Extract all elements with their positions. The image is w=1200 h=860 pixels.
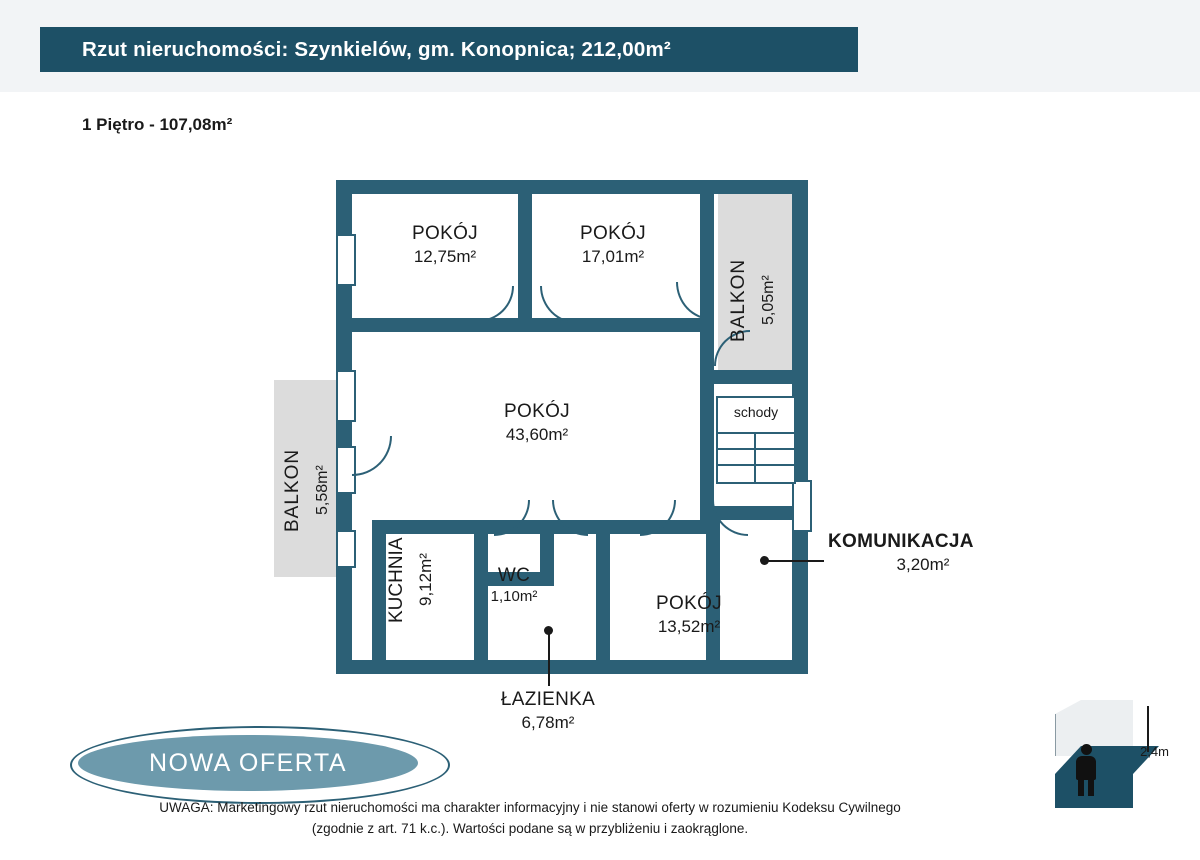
wall-bath-right xyxy=(596,520,610,674)
disclaimer xyxy=(100,798,960,840)
wall-outer-top xyxy=(336,180,808,194)
room-label-kuchnia: KUCHNIA 9,12m² xyxy=(386,537,435,623)
page-title: Rzut nieruchomości: Szynkielów, gm. Konopnica; 212,00m² xyxy=(82,37,671,61)
window-right xyxy=(792,480,812,532)
room-label-pokoj-1: POKÓJ 12,75m² xyxy=(412,223,478,266)
disclaimer-line-2: (zgodnie z art. 71 k.c.). Wartości podane są w przybliżeniu i zaokrąglone. xyxy=(311,820,749,836)
floor-label: 1 Piętro - 107,08m² xyxy=(82,115,233,134)
room-label-pokoj-3: POKÓJ 43,60m² xyxy=(504,401,570,444)
lazienka-leader xyxy=(548,630,550,686)
room-label-pokoj-4: POKÓJ 13,52m² xyxy=(656,593,722,636)
wall-outer-bottom xyxy=(336,660,808,674)
window-left-top xyxy=(336,234,356,286)
nowa-oferta-badge xyxy=(70,726,450,804)
wall-between-top-rooms xyxy=(518,180,532,320)
room-label-balkon-right: BALKON 5,05m² xyxy=(728,258,777,342)
wall-right-corridor xyxy=(700,180,714,380)
badge-text: NOWA OFERTA xyxy=(149,748,347,777)
stairs-label: schody xyxy=(733,404,779,420)
ceiling-height-icon xyxy=(1055,700,1169,820)
stairs-box xyxy=(716,396,796,484)
height-value: 2,4m xyxy=(1140,744,1169,759)
wall-kitchen-right xyxy=(372,520,386,674)
door-room1 xyxy=(478,286,514,322)
person-icon xyxy=(1073,744,1099,796)
wall-stairs-left xyxy=(700,370,714,520)
disclaimer-line-1: UWAGA: Marketingowy rzut nieruchomości ma charakter informacyjny i nie stanowi oferty w rozumieniu Kodeksu Cywilnego xyxy=(159,800,901,815)
room-label-wc: WC 1,10m² xyxy=(490,565,538,605)
wall-top-rooms-bottom xyxy=(352,318,712,332)
room-label-balkon-left: BALKON 5,58m² xyxy=(282,448,331,532)
komunikacja-leader xyxy=(766,560,824,562)
room-label-komunikacja: KOMUNIKACJA 3,20m² xyxy=(828,531,974,574)
room-label-pokoj-2: POKÓJ 17,01m² xyxy=(580,223,646,266)
badge-pill xyxy=(78,735,418,791)
door-balcony-left xyxy=(352,436,392,476)
door-room2b xyxy=(676,282,712,320)
room-label-lazienka: ŁAZIENKA 6,78m² xyxy=(500,689,596,732)
